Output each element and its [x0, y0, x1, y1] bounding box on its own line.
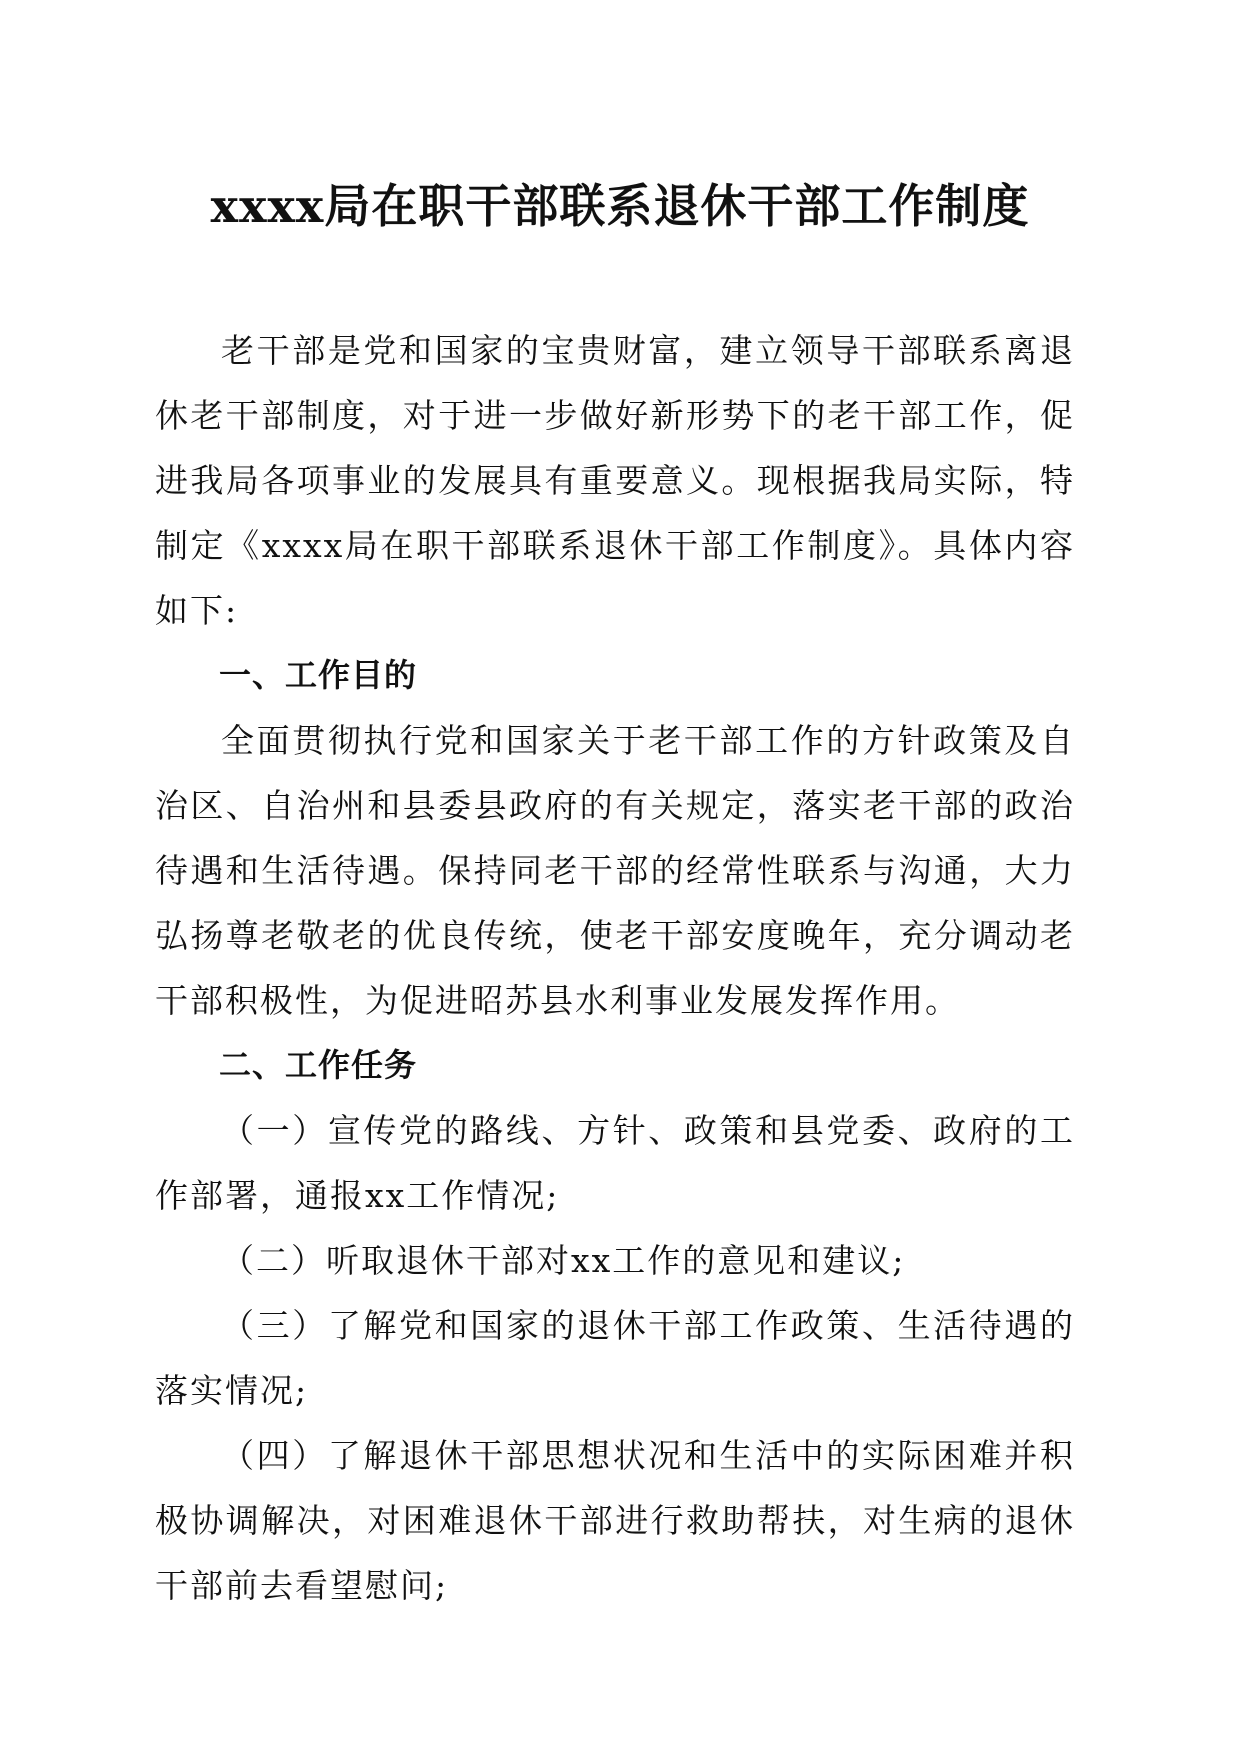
task-item-3: （三）了解党和国家的退休干部工作政策、生活待遇的落实情况;	[155, 1306, 1075, 1410]
task-item-1: （一）宣传党的路线、方针、政策和县党委、政府的工作部署，通报xx工作情况;	[155, 1111, 1075, 1215]
task-item-2: （二）听取退休干部对xx工作的意见和建议;	[221, 1241, 906, 1280]
task-item-4: （四）了解退休干部思想状况和生活中的实际困难并积极协调解决，对困难退休干部进行救助帮扶，对生病的退休干部前去看望慰问;	[155, 1436, 1075, 1605]
section-heading-purpose: 一、工作目的	[219, 656, 418, 694]
section-heading-tasks: 二、工作任务	[219, 1046, 418, 1084]
intro-paragraph: 老干部是党和国家的宝贵财富，建立领导干部联系离退休老干部制度，对于进一步做好新形势下的老干部工作，促进我局各项事业的发展具有重要意义。现根据我局实际，特制定《xxxx局在职干部联系退休干部工作制度》。具体内容如下:	[155, 331, 1075, 630]
document-title: xxxx局在职干部联系退休干部工作制度	[210, 179, 1030, 233]
document-body	[155, 318, 1075, 1618]
purpose-paragraph: 全面贯彻执行党和国家关于老干部工作的方针政策及自治区、自治州和县委县政府的有关规定，落实老干部的政治待遇和生活待遇。保持同老干部的经常性联系与沟通，大力弘扬尊老敬老的优良传统，使老干部安度晚年，充分调动老干部积极性，为促进昭苏县水利事业发展发挥作用。	[155, 721, 1075, 1020]
